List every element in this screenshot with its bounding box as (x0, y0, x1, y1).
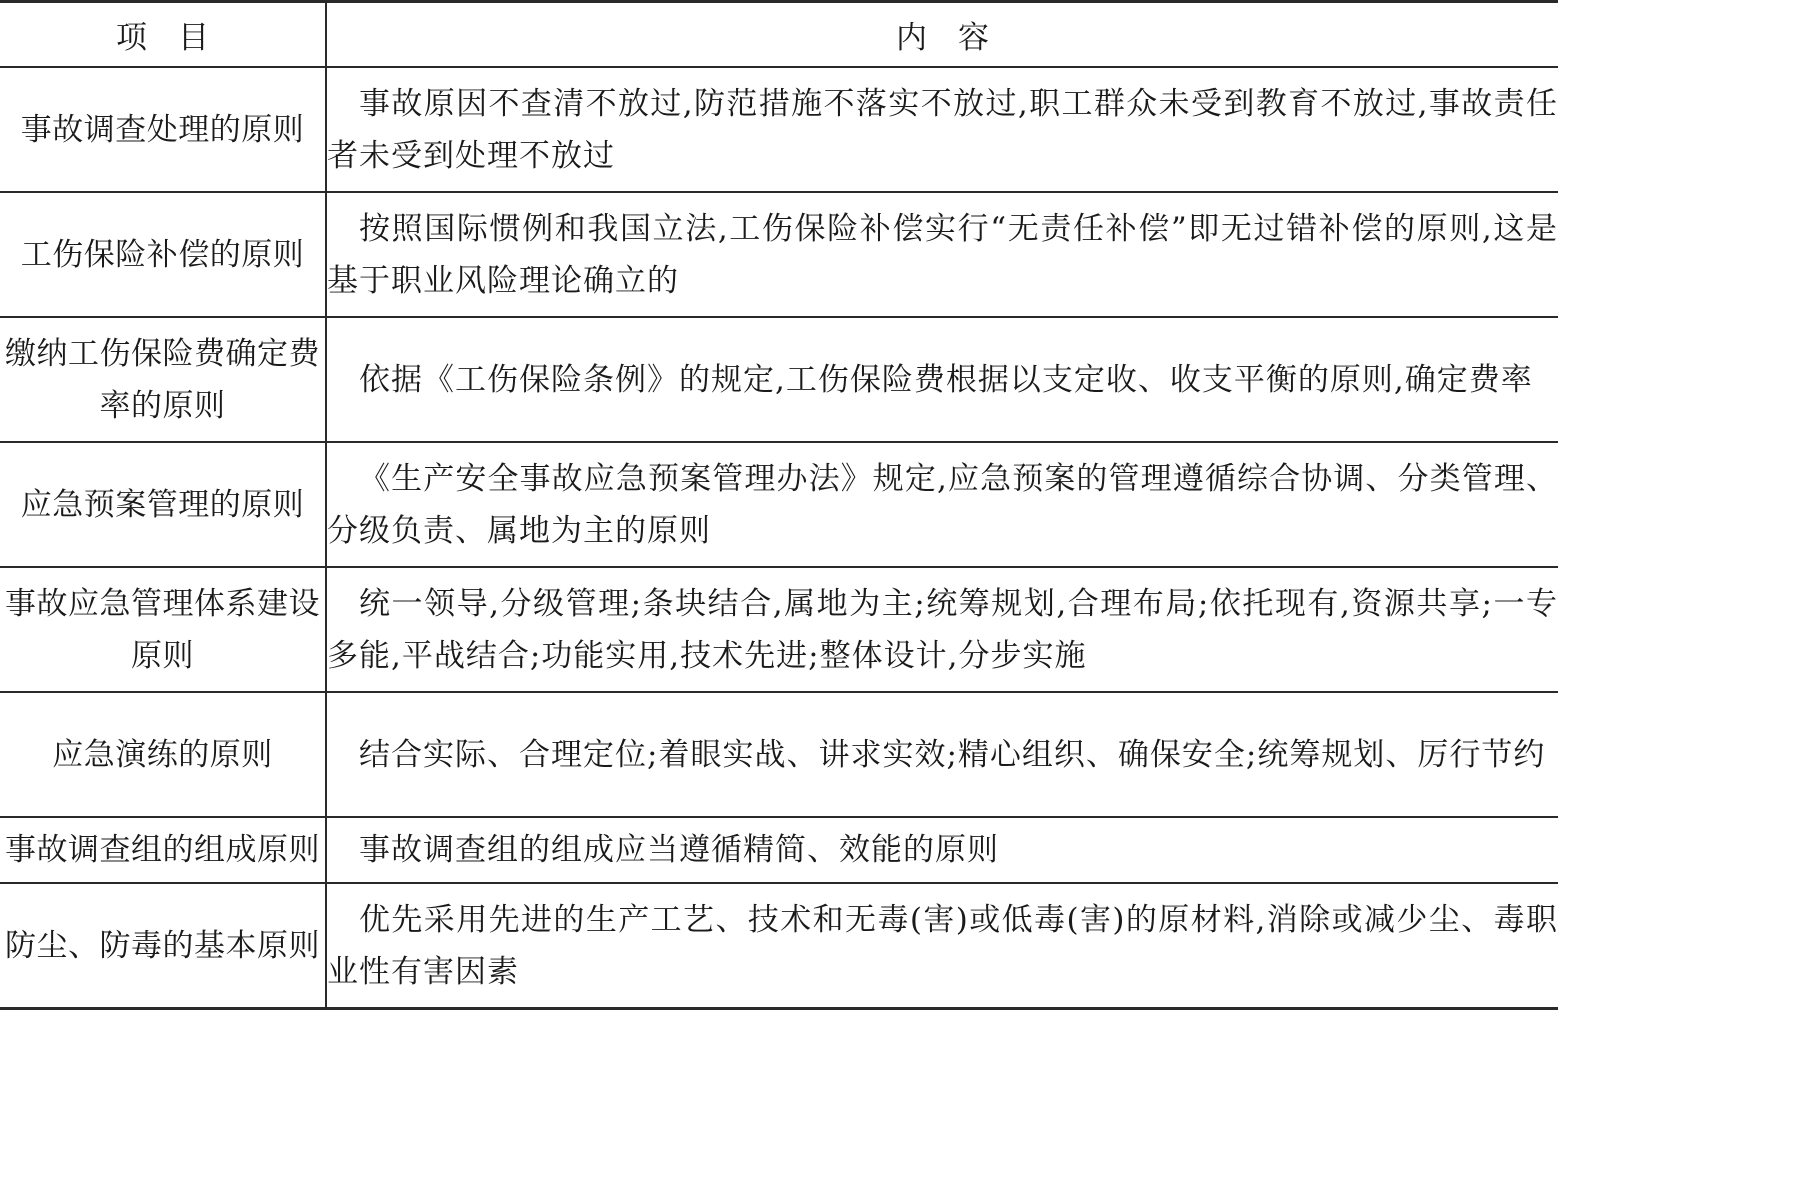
row-content: 事故调查组的组成应当遵循精简、效能的原则 (326, 817, 1558, 883)
row-content: 结合实际、合理定位;着眼实战、讲求实效;精心组织、确保安全;统筹规划、厉行节约 (326, 692, 1558, 817)
row-item: 事故调查处理的原则 (0, 67, 326, 192)
table-row (0, 192, 1558, 317)
table-row (0, 817, 1558, 883)
row-item: 缴纳工伤保险费确定费率的原则 (0, 317, 326, 442)
row-content: 事故原因不查清不放过,防范措施不落实不放过,职工群众未受到教育不放过,事故责任者未受到处理不放过 (326, 67, 1558, 192)
header-item: 项 目 (0, 2, 326, 68)
row-content: 《生产安全事故应急预案管理办法》规定,应急预案的管理遵循综合协调、分类管理、分级负责、属地为主的原则 (326, 442, 1558, 567)
table-row (0, 67, 1558, 192)
table-row (0, 692, 1558, 817)
table-row (0, 442, 1558, 567)
row-item: 事故应急管理体系建设原则 (0, 567, 326, 692)
table-row (0, 567, 1558, 692)
row-item: 应急预案管理的原则 (0, 442, 326, 567)
table-row (0, 883, 1558, 1009)
row-item: 防尘、防毒的基本原则 (0, 883, 326, 1009)
row-content: 统一领导,分级管理;条块结合,属地为主;统筹规划,合理布局;依托现有,资源共享;一专多能,平战结合;功能实用,技术先进;整体设计,分步实施 (326, 567, 1558, 692)
row-content: 依据《工伤保险条例》的规定,工伤保险费根据以支定收、收支平衡的原则,确定费率 (326, 317, 1558, 442)
table-row (0, 317, 1558, 442)
row-content: 优先采用先进的生产工艺、技术和无毒(害)或低毒(害)的原材料,消除或减少尘、毒职业性有害因素 (326, 883, 1558, 1009)
table-header-row (0, 2, 1558, 68)
row-item: 工伤保险补偿的原则 (0, 192, 326, 317)
row-content: 按照国际惯例和我国立法,工伤保险补偿实行“无责任补偿”即无过错补偿的原则,这是基于职业风险理论确立的 (326, 192, 1558, 317)
header-content: 内 容 (326, 2, 1558, 68)
row-item: 事故调查组的组成原则 (0, 817, 326, 883)
row-item: 应急演练的原则 (0, 692, 326, 817)
